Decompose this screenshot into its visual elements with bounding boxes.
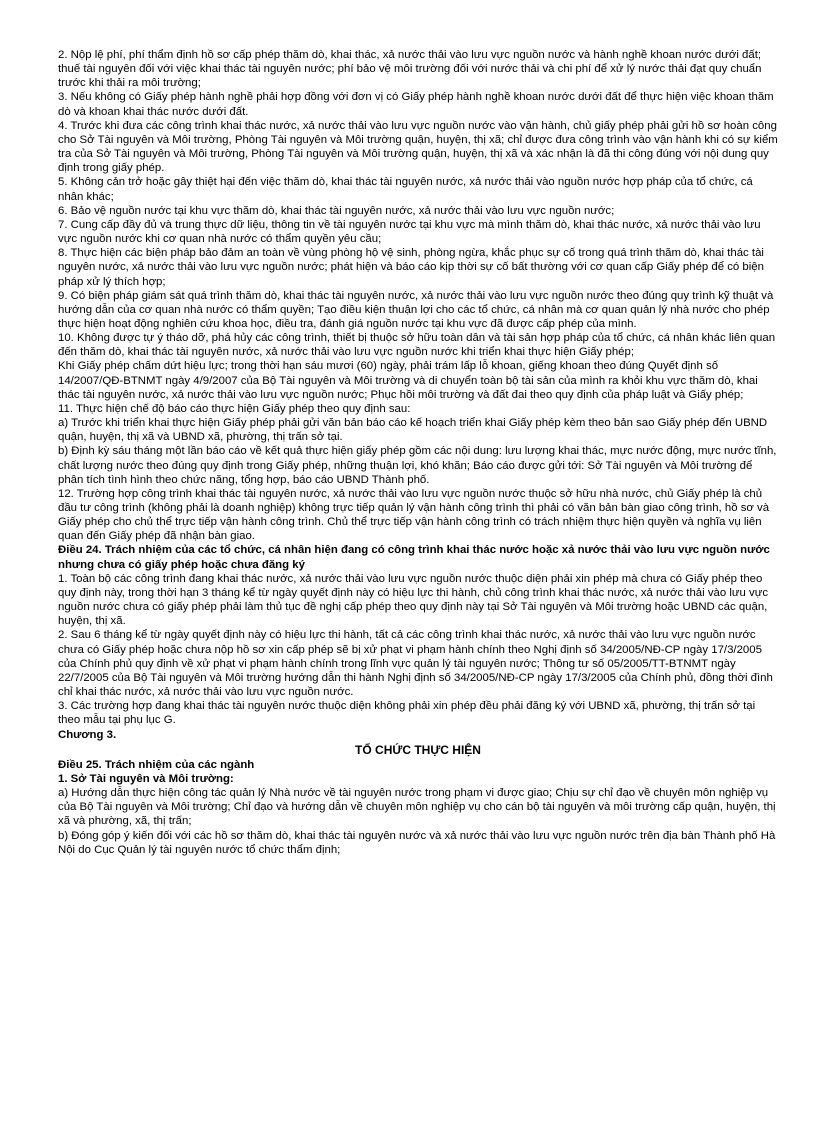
paragraph: 3. Nếu không có Giấy phép hành nghề phải hợp đồng với đơn vị có Giấy phép hành nghề khoan nước dưới đất để thực hiện việc khoan thăm dò và khoan khai thác nước dưới đất. (58, 91, 774, 118)
section-heading: Điều 25. Trách nhiệm của các ngành (58, 758, 255, 771)
paragraph: 5. Không cản trở hoặc gây thiệt hại đến việc thăm dò, khai thác tài nguyên nước, xả nước thải vào nguồn nước hợp pháp của tổ chức, cá nhân khác; (58, 176, 753, 203)
paragraph: 12. Trường hợp công trình khai thác tài nguyên nước, xả nước thải vào lưu vực nguồn nước thuộc sở hữu nhà nước, chủ Giấy phép là chủ đầu tư công trình (không phải là doanh nghiệp) không trực tiếp quản lý vận hành công trình thì phải có văn bản bàn giao công trình, hồ sơ và Giấy phép cho chủ thể trực tiếp vận hành công trình. Chủ thể trực tiếp vận hành công trình có trách nhiệm thực hiện quyền và nghĩa vụ liên quan đến Giấy phép đã nhận bàn giao. (58, 487, 770, 543)
paragraph: 4. Trước khi đưa các công trình khai thác nước, xả nước thải vào lưu vực nguồn nước vào vận hành, chủ giấy phép phải gửi hồ sơ hoàn công cho Sở Tài nguyên và Môi trường, Phòng Tài nguyên và Môi trường quận, huyện, thị xã; chỉ được đưa công trình vào vận hành khi có sự kiểm tra của Sở Tài nguyên và Môi trường, Phòng Tài nguyên và Môi trường quận, huyện, thị xã và xác nhận là đã thi công đúng với nội dung quy định trong giấy phép. (58, 119, 778, 175)
section-heading: 1. Sở Tài nguyên và Môi trường: (58, 772, 234, 785)
section-heading: Điều 24. Trách nhiệm của các tổ chức, cá nhân hiện đang có công trình khai thác nước hoặc xả nước thải vào lưu vực nguồn nước nhưng chưa có giấy phép hoặc chưa đăng ký (58, 544, 770, 571)
paragraph: a) Trước khi triển khai thực hiện Giấy phép phải gửi văn bản báo cáo kế hoạch triển khai Giấy phép kèm theo bản sao Giấy phép đến UBND quận, huyện, thị xã và UBND xã, phường, thị trấn sở tại. (58, 417, 768, 444)
paragraph: 9. Có biện pháp giám sát quá trình thăm dò, khai thác tài nguyên nước, xả nước thải vào lưu vực nguồn nước theo đúng quy trình kỹ thuật và hướng dẫn của cơ quan nhà nước có thẩm quyền; Tạo điều kiện thuận lợi cho các tổ chức, cá nhân mà cơ quan quản lý nhà nước cho phép thực hiện hoạt động nghiên cứu khoa học, điều tra, đánh giá nguồn nước tại khu vực đã được cấp phép của mình. (58, 289, 774, 330)
paragraph: 2. Nộp lệ phí, phí thẩm định hồ sơ cấp phép thăm dò, khai thác, xả nước thải vào lưu vực nguồn nước và hành nghề khoan nước dưới đất; thuế tài nguyên đối với việc khai thác tài nguyên nước; phí bảo vệ môi trường đối với nước thải và chi phí để xử lý nước thải đạt quy chuẩn trước khi thải ra môi trường; (58, 49, 762, 90)
paragraph: 11. Thực hiện chế độ báo cáo thực hiện Giấy phép theo quy định sau: (58, 402, 411, 415)
paragraph: Khi Giấy phép chấm dứt hiệu lực; trong thời hạn sáu mươi (60) ngày, phải trám lấp lỗ khoan, giếng khoan theo đúng Quyết định số 14/2007/QĐ-BTNMT ngày 4/9/2007 của Bộ Tài nguyên và Môi trường và di chuyển toàn bộ tài sản của mình ra khỏi khu vực thăm dò, khai thác tài nguyên nước, xả nước thải vào lưu vực nguồn nước; Phục hồi môi trường và đất đai theo quy định của pháp luật và Giấy phép; (58, 360, 758, 401)
paragraph: a) Hướng dẫn thực hiện công tác quản lý Nhà nước về tài nguyên nước trong phạm vi được giao; Chịu sự chỉ đạo về chuyên môn nghiệp vụ của Bộ Tài nguyên và Môi trường; Chỉ đạo và hướng dẫn về chuyên môn nghiệp vụ cho cán bộ tài nguyên và môi trường cấp quận, huyện, thị xã và phường, xã, thị trấn; (58, 787, 776, 828)
document-page (58, 48, 778, 857)
paragraph: 7. Cung cấp đầy đủ và trung thực dữ liệu, thông tin về tài nguyên nước tại khu vực mà mình thăm dò, khai thác nước, xả nước thải vào lưu vực nguồn nước khi cơ quan nhà nước có thẩm quyền yêu cầu; (58, 218, 761, 246)
section-heading: Chương 3. (58, 728, 117, 741)
paragraph: 10. Không được tự ý tháo dỡ, phá hủy các công trình, thiết bị thuộc sở hữu toàn dân và tài sản hợp pháp của tổ chức, cá nhân khác liên quan đến thăm dò, khai thác tài nguyên nước, xả nước thải vào lưu vực nguồn nước khi triển khai thực hiện Giấy phép; (58, 332, 776, 359)
paragraph: 1. Toàn bộ các công trình đang khai thác nước, xả nước thải vào lưu vực nguồn nước thuộc diện phải xin phép mà chưa có Giấy phép theo quy định này, trong thời hạn 3 tháng kể từ ngày quyết định này có hiệu lực thi hành, chủ công trình khai thác nước, xả nước thải vào lưu vực nguồn nước chưa có giấy phép phải làm thủ tục đề nghị cấp phép theo quy định này tại Sở Tài nguyên và Môi trường hoặc UBND các quận, huyện, thị xã. (58, 572, 769, 628)
chapter-title: TỔ CHỨC THỰC HIỆN (355, 742, 481, 757)
paragraph: 3. Các trường hợp đang khai thác tài nguyên nước thuộc diện không phải xin phép đều phải đăng ký với UBND xã, phường, thị trấn sở tại theo mẫu tại phụ lục G. (58, 700, 756, 727)
paragraph: 2. Sau 6 tháng kể từ ngày quyết định này có hiệu lực thi hành, tất cả các công trình khai thác nước, xả nước thải vào lưu vực nguồn nước chưa có Giấy phép hoặc chưa nộp hồ sơ xin cấp phép sẽ bị xử phạt vi phạm hành chính theo Nghị định số 34/2005/NĐ-CP ngày 17/3/2005 của Chính phủ quy định về xử phạt vi phạm hành chính trong lĩnh vực quản lý tài nguyên nước; Thông tư số 05/2005/TT-BTNMT ngày 22/7/2005 của Bộ Tài nguyên và Môi trường hướng dẫn thi hành Nghị định số 34/2005/NĐ-CP ngày 17/3/2005 của Chính phủ, đồng thời đình chỉ khai thác nước, xả nước thải vào lưu vực nguồn nước. (58, 629, 773, 699)
paragraph: 8. Thực hiện các biện pháp bảo đảm an toàn về vùng phòng hộ vệ sinh, phòng ngừa, khắc phục sự cố trong quá trình thăm dò, khai thác tài nguyên nước, xả nước thải vào lưu vực nguồn nước; phát hiện và báo cáo kịp thời sự cố bất thường với cơ quan cấp Giấy phép để có biện pháp xử lý thích hợp; (58, 247, 764, 288)
paragraph: b) Định kỳ sáu tháng một lần báo cáo về kết quả thực hiện giấy phép gồm các nội dung: lưu lượng khai thác, mực nước động, mực nước tĩnh, chất lượng nước theo đúng quy định trong Giấy phép, những thuận lợi, khó khăn; Báo cáo được gửi tới: Sở Tài nguyên và Môi trường để phân tích tình hình theo chức năng, tổng hợp, báo cáo UBND Thành phố. (58, 445, 777, 486)
paragraph: b) Đóng góp ý kiến đối với các hồ sơ thăm dò, khai thác tài nguyên nước và xả nước thải vào lưu vực nguồn nước trên địa bàn Thành phố Hà Nội do Cục Quản lý tài nguyên nước tổ chức thẩm định; (58, 829, 776, 856)
paragraph: 6. Bảo vệ nguồn nước tại khu vực thăm dò, khai thác tài nguyên nước, xả nước thải vào lưu vực nguồn nước; (58, 204, 615, 217)
